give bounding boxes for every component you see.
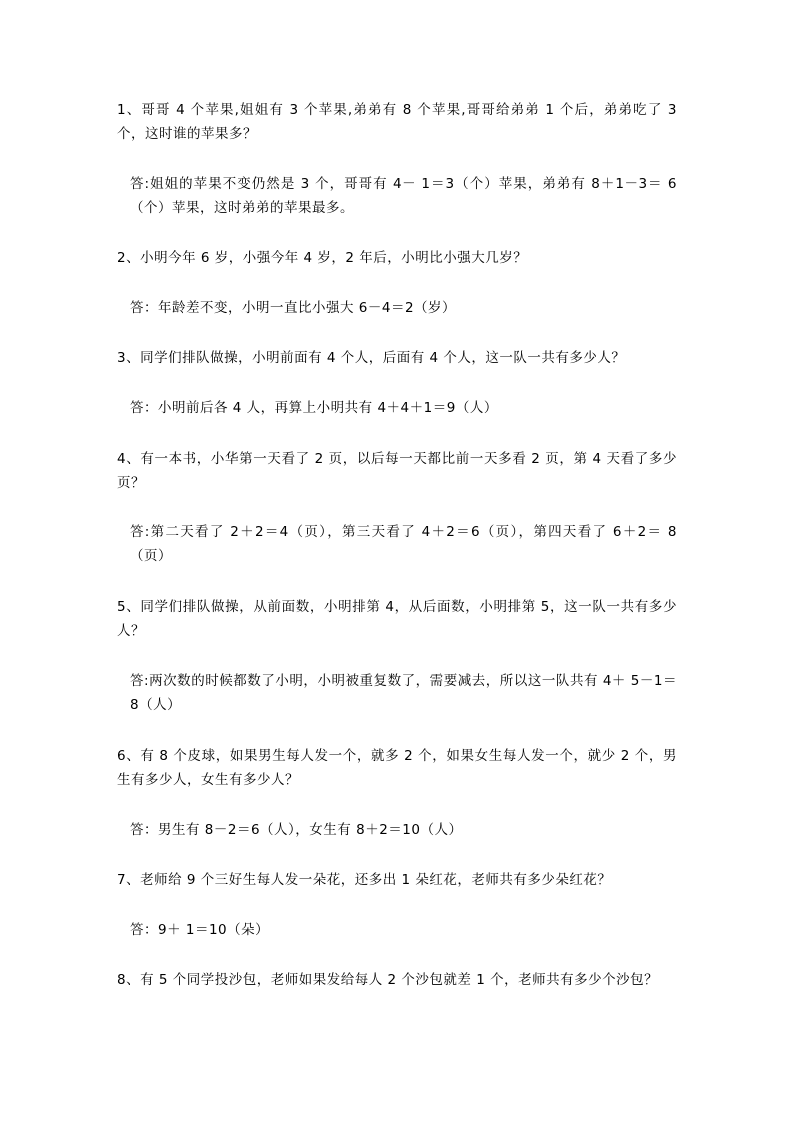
- question-3: 3、同学们排队做操，小明前面有 4 个人，后面有 4 个人，这一队一共有多少人？: [117, 350, 626, 366]
- answer-6: 答：男生有 8－2＝6（人），女生有 8＋2＝10（人）: [130, 822, 463, 838]
- question-1: 1、哥哥 4 个苹果,姐姐有 3 个苹果,弟弟有 8 个苹果,哥哥给弟弟 1 个后，弟弟吃了 3 个，这时谁的苹果多？: [117, 102, 677, 142]
- question-2: 2、小明今年 6 岁，小强今年 4 岁，2 年后，小明比小强大几岁？: [117, 250, 528, 266]
- answer-5: 答:两次数的时候都数了小明，小明被重复数了，需要减去，所以这一队共有 4＋ 5－1＝8（人）: [130, 673, 677, 713]
- answer-7: 答：9＋ 1＝10（朵）: [130, 922, 270, 938]
- answer-2: 答：年龄差不变，小明一直比小强大 6－4＝2（岁）: [130, 300, 457, 316]
- question-7: 7、老师给 9 个三好生每人发一朵花，还多出 1 朵红花，老师共有多少朵红花？: [117, 872, 612, 888]
- question-6: 6、有 8 个皮球，如果男生每人发一个，就多 2 个，如果女生每人发一个，就少 2 个，男生有多少人，女生有多少人？: [117, 748, 677, 788]
- answer-1: 答:姐姐的苹果不变仍然是 3 个，哥哥有 4－ 1＝3（个）苹果，弟弟有 8＋1－3＝ 6（个）苹果，这时弟弟的苹果最多。: [130, 176, 677, 216]
- question-8: 8、有 5 个同学投沙包，老师如果发给每人 2 个沙包就差 1 个，老师共有多少个沙包？: [117, 972, 659, 988]
- answer-4: 答:第二天看了 2＋2＝4（页），第三天看了 4＋2＝6（页），第四天看了 6＋2＝ 8（页）: [130, 524, 677, 564]
- question-4: 4、有一本书，小华第一天看了 2 页，以后每一天都比前一天多看 2 页，第 4 天看了多少页？: [117, 451, 677, 491]
- question-5: 5、同学们排队做操，从前面数，小明排第 4，从后面数，小明排第 5，这一队一共有多少人？: [117, 599, 677, 639]
- answer-3: 答：小明前后各 4 人，再算上小明共有 4＋4＋1＝9（人）: [130, 400, 498, 416]
